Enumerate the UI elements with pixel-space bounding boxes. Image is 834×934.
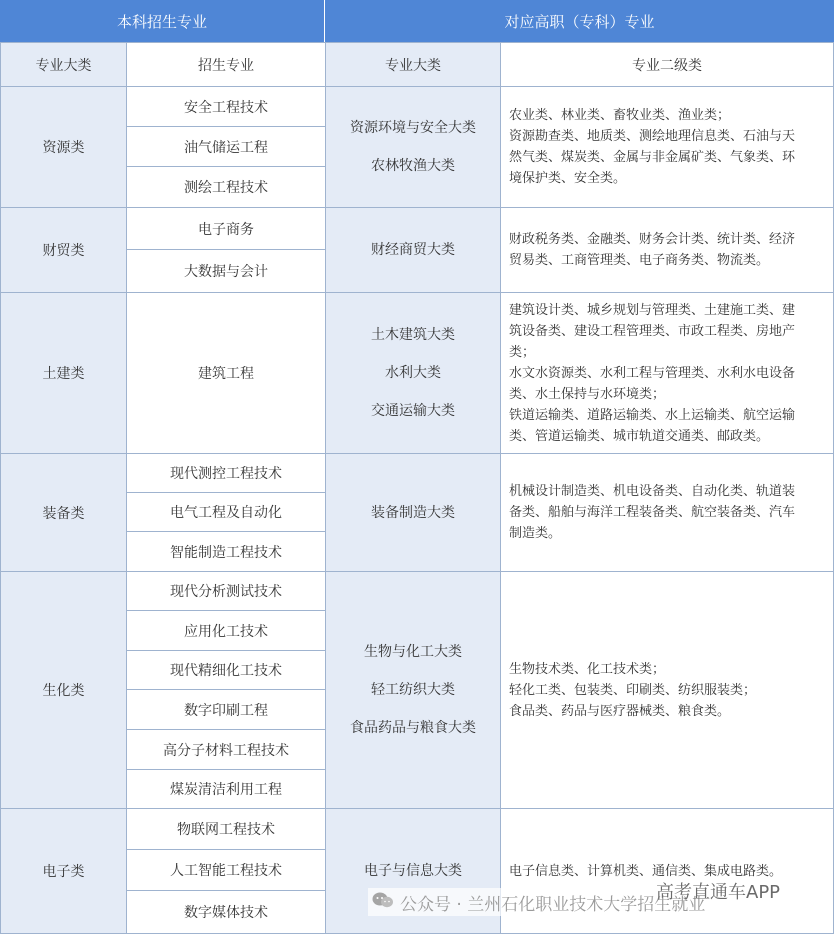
category-cell: 土建类 <box>0 292 127 454</box>
major-cell: 测绘工程技术 <box>126 166 326 208</box>
header-undergrad: 本科招生专业 <box>0 0 325 42</box>
vocational-category-cell <box>325 571 501 809</box>
level2-line: 电子信息类、计算机类、通信类、集成电路类。 <box>509 863 783 879</box>
subheader-level2: 专业二级类 <box>500 42 834 87</box>
level2-cell <box>500 292 834 454</box>
subheader-category: 专业大类 <box>0 42 127 87</box>
category-cell: 资源类 <box>0 86 127 208</box>
wechat-icon <box>372 891 394 914</box>
subheader-vocational-category: 专业大类 <box>325 42 501 87</box>
vocational-category: 交通运输大类 <box>371 403 455 419</box>
level2-cell <box>500 571 834 809</box>
major-cell: 安全工程技术 <box>126 86 326 127</box>
vocational-category-cell <box>325 292 501 454</box>
level2-line: 类； <box>509 344 536 360</box>
major-cell: 煤炭清洁利用工程 <box>126 769 326 809</box>
vocational-category: 水利大类 <box>385 365 441 381</box>
level2-cell <box>500 453 834 572</box>
level2-cell <box>500 207 834 293</box>
major-cell: 物联网工程技术 <box>126 808 326 850</box>
level2-line: 类、管道运输类、城市轨道交通类、邮政类。 <box>509 428 770 444</box>
watermark-app: 高考直通车APP <box>656 882 781 903</box>
level2-line: 资源勘查类、地质类、测绘地理信息类、石油与天 <box>509 129 796 144</box>
category-cell: 装备类 <box>0 453 127 572</box>
level2-line: 境保护类、安全类。 <box>509 171 627 186</box>
vocational-category: 食品药品与粮食大类 <box>350 720 476 736</box>
major-cell: 电子商务 <box>126 207 326 250</box>
vocational-category: 财经商贸大类 <box>371 242 455 258</box>
major-cell: 高分子材料工程技术 <box>126 729 326 770</box>
level2-line: 筑设备类、建设工程管理类、市政工程类、房地产 <box>509 323 796 339</box>
level2-line: 农业类、林业类、畜牧业类、渔业类； <box>509 108 731 123</box>
level2-line: 财政税务类、金融类、财务会计类、统计类、经济 <box>509 232 796 247</box>
subheader-major: 招生专业 <box>126 42 326 87</box>
category-cell: 生化类 <box>0 571 127 809</box>
vocational-category-cell <box>325 453 501 572</box>
vocational-category: 生物与化工大类 <box>364 644 462 660</box>
vocational-category: 土木建筑大类 <box>371 327 455 343</box>
level2-line: 水文水资源类、水利工程与管理类、水利水电设备 <box>509 365 796 381</box>
major-cell: 现代分析测试技术 <box>126 571 326 611</box>
major-cell: 数字印刷工程 <box>126 689 326 730</box>
major-cell: 智能制造工程技术 <box>126 531 326 572</box>
major-cell: 应用化工技术 <box>126 610 326 651</box>
level2-cell <box>500 86 834 208</box>
vocational-category-cell <box>325 207 501 293</box>
level2-line: 贸易类、工商管理类、电子商务类、物流类。 <box>509 253 770 268</box>
major-cell: 数字媒体技术 <box>126 890 326 934</box>
major-cell: 油气储运工程 <box>126 126 326 167</box>
header-vocational: 对应高职（专科）专业 <box>325 0 834 42</box>
major-cell: 现代精细化工技术 <box>126 650 326 690</box>
vocational-category: 农林牧渔大类 <box>371 158 455 174</box>
watermark-account-text: 公众号 · 兰州石化职业技术大学招生就业 <box>400 894 706 915</box>
major-cell: 大数据与会计 <box>126 249 326 293</box>
level2-line: 生物技术类、化工技术类； <box>509 661 666 677</box>
level2-line: 建筑设计类、城乡规划与管理类、土建施工类、建 <box>509 302 796 318</box>
major-cell: 建筑工程 <box>126 292 326 454</box>
vocational-category: 轻工纺织大类 <box>371 682 455 698</box>
level2-line: 铁道运输类、道路运输类、水上运输类、航空运输 <box>509 407 796 423</box>
level2-line: 然气类、煤炭类、金属与非金属矿类、气象类、环 <box>509 150 796 165</box>
level2-line: 制造类。 <box>509 526 562 541</box>
major-cell: 电气工程及自动化 <box>126 492 326 532</box>
level2-line: 类、水土保持与水环境类； <box>509 386 666 402</box>
level2-line: 轻化工类、包装类、印刷类、纺织服装类； <box>509 682 757 698</box>
level2-line: 食品类、药品与医疗器械类、粮食类。 <box>509 703 731 719</box>
level2-line: 备类、船舶与海洋工程装备类、航空装备类、汽车 <box>509 505 796 520</box>
major-cell: 人工智能工程技术 <box>126 849 326 891</box>
vocational-category: 电子与信息大类 <box>364 863 462 879</box>
vocational-category: 资源环境与安全大类 <box>350 120 476 136</box>
level2-line: 机械设计制造类、机电设备类、自动化类、轨道装 <box>509 484 796 499</box>
major-cell: 现代测控工程技术 <box>126 453 326 493</box>
category-cell: 电子类 <box>0 808 127 934</box>
category-cell: 财贸类 <box>0 207 127 293</box>
vocational-category-cell <box>325 86 501 208</box>
vocational-category: 装备制造大类 <box>371 504 455 521</box>
